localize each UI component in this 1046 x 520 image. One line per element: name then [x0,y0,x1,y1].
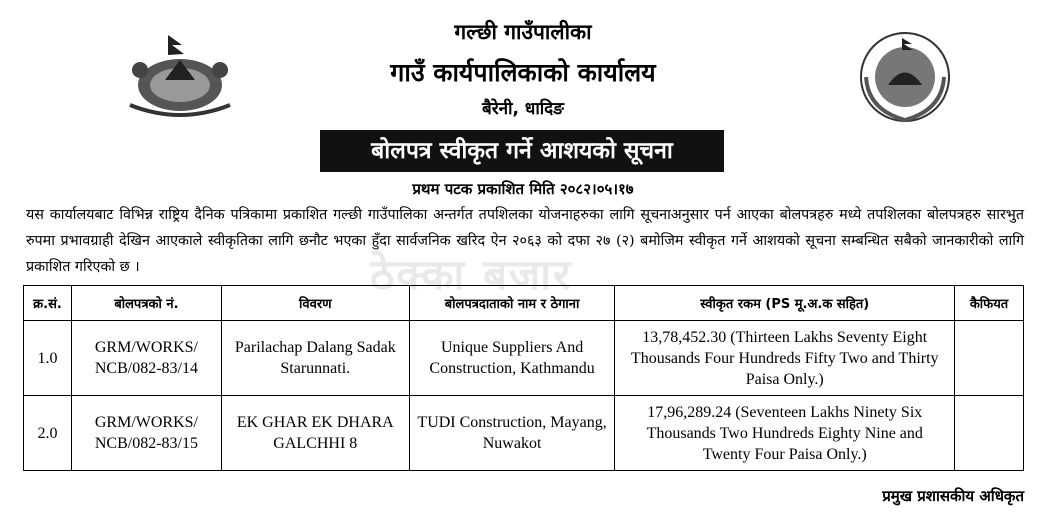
header-amount: स्वीकृत रकम (PS मू.अ.क सहित) [615,286,955,321]
signatory-title: प्रमुख प्रशासकीय अधिकृत [882,487,1024,505]
notice-paragraph: यस कार्यालयबाट विभिन्न राष्ट्रिय दैनिक पत्रिकामा प्रकाशित गल्छी गाउँपालिका अन्तर्गत तपशिलका योजनाहरुका लागि सूचनाअनुसार पर्न आएका बोलपत्रहरु मध्ये तपशिलका बोलपत्रहरु सारभुत रुपमा प्रभावग्राही देखिन आएकाले स्वीकृतिका लागि छनौट भएका हुँदा सार्वजनिक खरिद ऐन २०६३ को दफा २७ (२) बमोजिम स्वीकृत गर्ने आशयको सूचना सम्बन्धित सबैको जानकारीको लागि प्रकाशित गरिएको छ । [26,207,1025,275]
header-description: विवरण [221,286,409,321]
cell-amount: 17,96,289.24 (Seventeen Lakhs Ninety Six Thousands Two Hundreds Eighty Nine and Twenty Four Paisa Only.) [615,396,955,471]
office-location: बैरेनी, धादिङ [482,99,564,119]
cell-bid-no: GRM/WORKS/ NCB/082-83/14 [71,321,221,396]
cell-bidder: TUDI Construction, Mayang, Nuwakot [409,396,615,471]
header-bid-no: बोलपत्रको नं. [71,286,221,321]
bid-acceptance-table [23,285,1024,471]
cell-remarks [954,396,1023,471]
table-row [24,321,1024,396]
cell-bidder: Unique Suppliers And Construction, Kathmandu [409,321,615,396]
watermark-text: ठेक्का बजार [370,250,573,299]
cell-bid-no: GRM/WORKS/ NCB/082-83/15 [71,396,221,471]
table-row [24,396,1024,471]
publish-date: प्रथम पटक प्रकाशित मिति २०८२।०५।१७ [412,180,634,198]
header-sn: क्र.सं. [24,286,72,321]
municipality-name: गल्छी गाउँपालीका [454,20,592,44]
notice-header [0,0,1046,200]
cell-amount: 13,78,452.30 (Thirteen Lakhs Seventy Eight Thousands Four Hundreds Fifty Two and Thirty Paisa Only.) [615,321,955,396]
cell-description: EK GHAR EK DHARA GALCHHI 8 [221,396,409,471]
header-bidder: बोलपत्रदाताको नाम र ठेगाना [409,286,615,321]
cell-sn: 1.0 [24,321,72,396]
notice-title: बोलपत्र स्वीकृत गर्ने आशयको सूचना [320,130,724,172]
cell-description: Parilachap Dalang Sadak Starunnati. [221,321,409,396]
table-header-row [24,286,1024,321]
header-remarks: कैफियत [954,286,1023,321]
office-name: गाउँ कार्यपालिकाको कार्यालय [390,58,656,87]
cell-sn: 2.0 [24,396,72,471]
cell-remarks [954,321,1023,396]
